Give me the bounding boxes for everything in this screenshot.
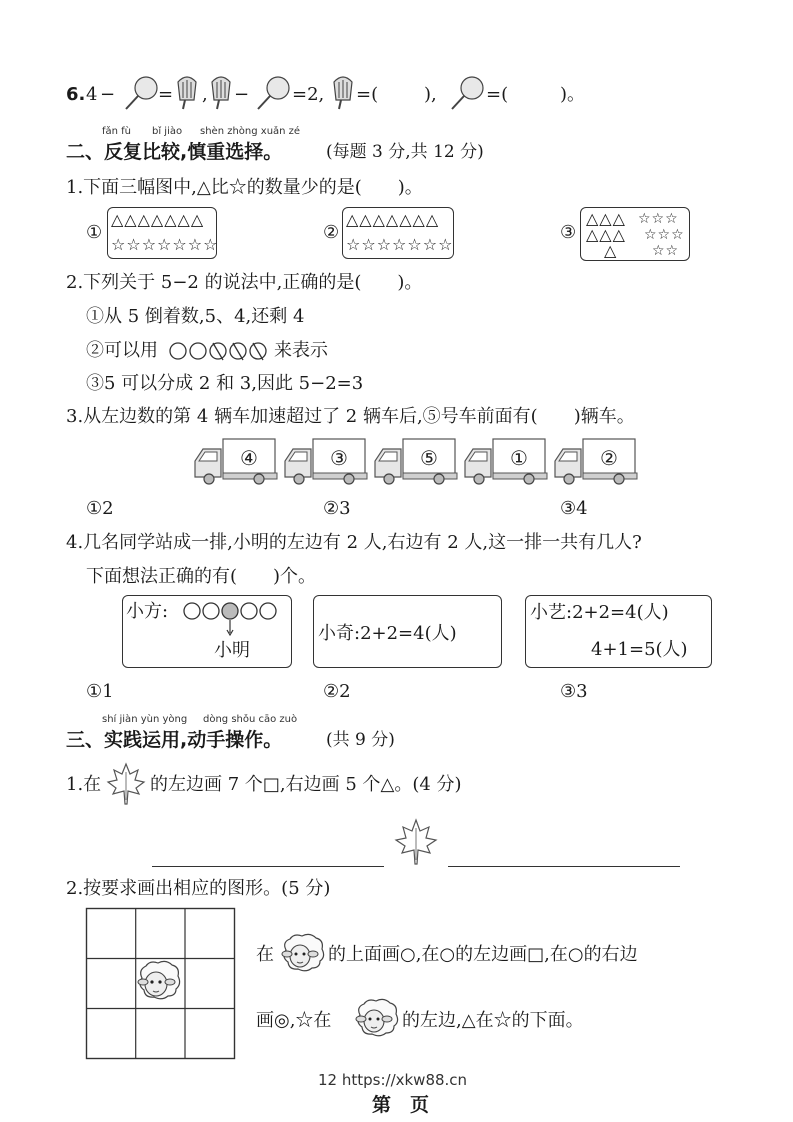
q1-option1-triangles: △△△△△△△ (111, 210, 205, 229)
q3-option3: ③4 (560, 498, 588, 519)
q4-option2: ②2 (323, 681, 351, 702)
s3-q1-suffix: 的左边画 7 个□,右边画 5 个△。(4 分) (150, 774, 462, 795)
q3-text: 3.从左边数的第 4 辆车加速超过了 2 辆车后,⑤号车前面有( )辆车。 (66, 406, 635, 427)
s3-q2-line1-suffix: 的上面画○,在○的左边画□,在○的右边 (328, 944, 638, 965)
popsicle-icon (208, 74, 234, 110)
maple-leaf-icon (394, 818, 438, 866)
truck-number-label: ③ (330, 446, 348, 470)
q2-option-b-suffix: 来表示 (274, 340, 328, 361)
pinyin-dongshou: dòng shǒu cāo zuò (203, 714, 298, 725)
pinyin-fanfu: fǎn fù (102, 126, 132, 137)
truck-3 (373, 437, 459, 487)
q4-box1-label: 小方: (126, 601, 169, 622)
truck-number-label: ① (510, 446, 528, 470)
truck-2 (283, 437, 369, 487)
section3-title: 三、实践运用,动手操作。 (66, 729, 283, 751)
pinyin-shenzhong: shèn zhòng xuǎn zé (200, 126, 301, 137)
s3-q1-prefix: 1.在 (66, 774, 102, 795)
truck-number-label: ④ (240, 446, 258, 470)
sheep-icon (352, 997, 400, 1041)
q6-comma: , (202, 84, 208, 105)
row-of-circles-icon (182, 600, 282, 640)
q3-option1: ①2 (86, 498, 114, 519)
q3-option2: ②3 (323, 498, 351, 519)
truck-1 (193, 437, 279, 487)
pinyin-shijian: shí jiàn yùn yòng (102, 714, 188, 725)
q4-option3: ③3 (560, 681, 588, 702)
q2-option-c: ③5 可以分成 2 和 3,因此 5−2=3 (86, 373, 364, 394)
truck-4 (463, 437, 549, 487)
popsicle-icon (174, 74, 200, 110)
maple-leaf-icon (106, 762, 146, 806)
q4-option1: ①1 (86, 681, 114, 702)
q1-option1-stars: ☆☆☆☆☆☆☆ (111, 235, 219, 254)
s3-q2-line1-prefix: 在 (256, 944, 274, 965)
q2-option-a: ①从 5 倒着数,5、4,还剩 4 (86, 306, 305, 327)
circles-crossed-icon (168, 340, 270, 362)
lollipop-icon (448, 76, 484, 112)
q6-equals-paren: =( (356, 84, 379, 105)
section2-title: 二、反复比较,慎重选择。 (66, 141, 283, 163)
q4-text: 4.几名同学站成一排,小明的左边有 2 人,右边有 2 人,这一排一共有几人? (66, 532, 642, 553)
q1-option2-stars: ☆☆☆☆☆☆☆ (346, 235, 454, 254)
q6-equals: = (158, 84, 174, 105)
q2-option-b-prefix: ②可以用 (86, 340, 158, 361)
truck-number-label: ⑤ (420, 446, 438, 470)
q1-option1-label: ① (86, 222, 103, 243)
q1-option3-stars-b: ☆☆☆ (644, 227, 685, 243)
lollipop-icon (122, 76, 158, 112)
q1-option3-stars-a: ☆☆☆ (638, 211, 679, 227)
q1-text: 1.下面三幅图中,△比☆的数量少的是( )。 (66, 177, 423, 198)
q1-option3-triangles-a: △△△ (586, 209, 626, 228)
pinyin-bijiao: bǐ jiào (152, 126, 183, 137)
lollipop-icon (254, 76, 290, 112)
q1-option2-label: ② (323, 222, 340, 243)
q6-number: 6. (66, 84, 86, 105)
s3-q2-line2-suffix: 的左边,△在☆的下面。 (402, 1010, 584, 1031)
q6-four: 4 (86, 84, 98, 105)
s3-q2-text: 2.按要求画出相应的图形。(5 分) (66, 878, 331, 899)
section3-note: (共 9 分) (326, 730, 395, 750)
s3-q2-line2-prefix: 画◎,☆在 (256, 1010, 332, 1031)
q6-close-paren: ), (424, 84, 437, 105)
page-label: 第 页 (372, 1094, 430, 1116)
truck-number-label: ② (600, 446, 618, 470)
sheep-icon (134, 958, 184, 1006)
q6-equals-paren-2: =( (486, 84, 509, 105)
q1-option3-triangles-c: △ (604, 241, 618, 260)
left-answer-line (152, 866, 384, 867)
q1-option2-triangles: △△△△△△△ (346, 210, 440, 229)
truck-5 (553, 437, 639, 487)
q6-minus-2: − (234, 84, 250, 105)
q4-box3-line1: 小艺:2+2=4(人) (530, 602, 669, 623)
q2-text: 2.下列关于 5−2 的说法中,正确的是( )。 (66, 272, 423, 293)
q4-box2-text: 小奇:2+2=4(人) (318, 623, 457, 644)
q1-option3-label: ③ (560, 222, 577, 243)
q6-equals-two: =2, (292, 84, 325, 105)
q1-option3-triangles-b: △△△ (586, 225, 626, 244)
sheep-icon (278, 932, 326, 976)
right-answer-line (448, 866, 680, 867)
q4-text-2: 下面想法正确的有( )个。 (86, 566, 317, 587)
watermark-url: 12 https://xkw88.cn (318, 1071, 468, 1089)
q1-option3-stars-c: ☆☆ (652, 243, 680, 259)
q6-close-paren-2: )。 (560, 84, 586, 105)
q4-box1-name: 小明 (214, 640, 250, 661)
popsicle-icon (330, 74, 356, 110)
q6-minus: − (100, 84, 116, 105)
section2-note: (每题 3 分,共 12 分) (326, 142, 484, 162)
q4-box3-line2: 4+1=5(人) (591, 639, 688, 660)
